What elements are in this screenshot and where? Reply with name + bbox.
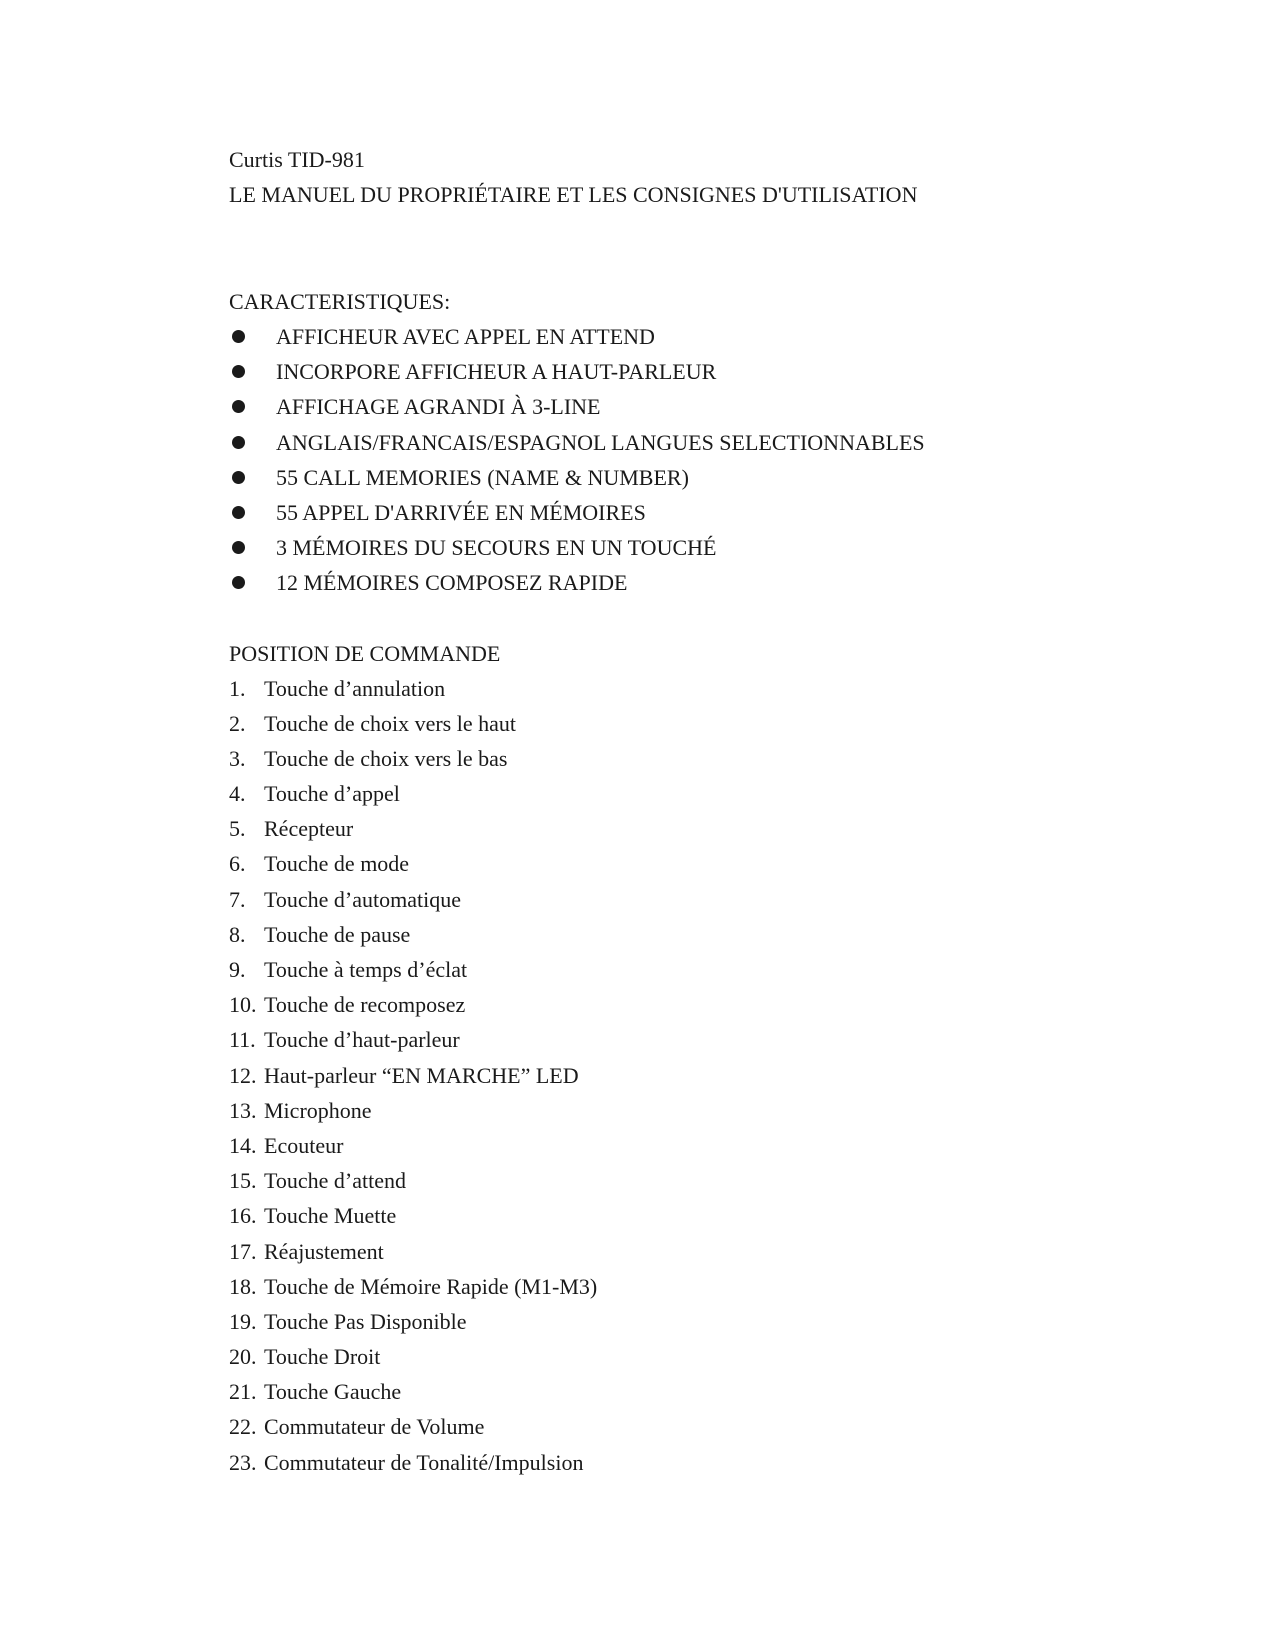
list-item: 4. Touche d’appel (229, 781, 400, 807)
bullet-icon (232, 471, 245, 484)
bullet-icon (232, 330, 245, 343)
list-item: 23. Commutateur de Tonalité/Impulsion (229, 1449, 584, 1475)
list-item: 20. Touche Droit (229, 1344, 381, 1370)
controls-list (229, 671, 1229, 1480)
features-heading: CARACTERISTIQUES: (229, 289, 451, 314)
feature-item: AFFICHAGE AGRANDI À 3-LINE (229, 389, 1229, 424)
list-item: 13. Microphone (229, 1097, 372, 1123)
feature-item: AFFICHEUR AVEC APPEL EN ATTEND (229, 319, 1229, 354)
bullet-icon (232, 506, 245, 519)
list-item: 14. Ecouteur (229, 1132, 344, 1158)
document-page (229, 142, 1229, 1480)
list-item: 17. Réajustement (229, 1238, 384, 1264)
list-item: 5. Récepteur (229, 816, 354, 842)
list-item: 22. Commutateur de Volume (229, 1414, 485, 1440)
list-item: 16. Touche Muette (229, 1203, 397, 1229)
list-item: 12. Haut-parleur “EN MARCHE” LED (229, 1062, 579, 1088)
feature-item: 55 CALL MEMORIES (NAME & NUMBER) (229, 460, 1229, 495)
bullet-icon (232, 541, 245, 554)
list-item: 10. Touche de recomposez (229, 992, 466, 1018)
bullet-icon (232, 436, 245, 449)
list-item: 8. Touche de pause (229, 921, 411, 947)
feature-item: 55 APPEL D'ARRIVÉE EN MÉMOIRES (229, 495, 1229, 530)
feature-item: ANGLAIS/FRANCAIS/ESPAGNOL LANGUES SELECTIONNABLES (229, 425, 1229, 460)
list-item: 21. Touche Gauche (229, 1379, 402, 1405)
list-item: 15. Touche d’attend (229, 1168, 407, 1194)
list-item: 9. Touche à temps d’éclat (229, 957, 468, 982)
features-list (229, 319, 1229, 601)
list-item: 11. Touche d’haut-parleur (229, 1027, 460, 1053)
list-item: 6. Touche de mode (229, 851, 410, 877)
document-title: LE MANUEL DU PROPRIÉTAIRE ET LES CONSIGNES D'UTILISATION (229, 182, 918, 207)
list-item: 7. Touche d’automatique (229, 886, 462, 912)
feature-item: 12 MÉMOIRES COMPOSEZ RAPIDE (229, 565, 1229, 600)
list-item: 1. Touche d’annulation (229, 675, 446, 701)
model-name: Curtis TID-981 (229, 147, 365, 172)
feature-item: 3 MÉMOIRES DU SECOURS EN UN TOUCHÉ (229, 530, 1229, 565)
bullet-icon (232, 400, 245, 413)
controls-heading: POSITION DE COMMANDE (229, 640, 501, 666)
list-item: 18. Touche de Mémoire Rapide (M1-M3) (229, 1273, 598, 1299)
bullet-icon (232, 365, 245, 378)
list-item: 2. Touche de choix vers le haut (229, 710, 516, 736)
bullet-icon (232, 576, 245, 589)
feature-item: INCORPORE AFFICHEUR A HAUT-PARLEUR (229, 354, 1229, 389)
list-item: 3. Touche de choix vers le bas (229, 745, 508, 771)
list-item: 19. Touche Pas Disponible (229, 1308, 467, 1334)
